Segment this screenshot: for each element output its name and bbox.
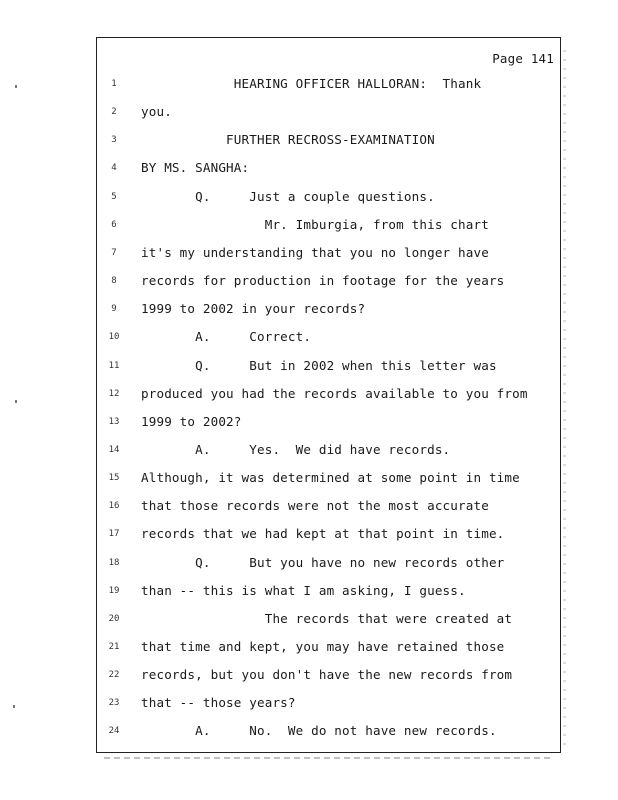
- line-number: 17: [108, 529, 120, 540]
- transcript-line: [97, 440, 560, 460]
- scan-speck: [15, 400, 17, 403]
- line-number: 4: [111, 163, 117, 174]
- page-number: Page 141: [492, 51, 554, 66]
- line-number: 1: [111, 79, 117, 89]
- line-text: Although, it was determined at some point in time: [141, 470, 520, 486]
- transcript-line: [97, 496, 560, 516]
- scan-edge-noise: [563, 50, 566, 750]
- transcript-line: [97, 130, 560, 150]
- line-number: 12: [108, 388, 120, 399]
- transcript-line: [97, 637, 560, 657]
- line-number: 22: [108, 670, 120, 681]
- line-text: FURTHER RECROSS-EXAMINATION: [141, 132, 435, 148]
- line-text: Q. But in 2002 when this letter was: [141, 357, 497, 373]
- scan-speck: [15, 85, 17, 88]
- line-number: 16: [108, 501, 120, 512]
- transcript-line: [97, 609, 560, 629]
- transcript-line: [97, 158, 560, 178]
- transcript-line: [97, 412, 560, 432]
- line-text: 1999 to 2002?: [141, 413, 242, 429]
- transcript-line: [97, 553, 560, 573]
- line-number: 15: [108, 473, 120, 484]
- line-number: 11: [108, 360, 120, 371]
- line-text: A. Correct.: [141, 329, 312, 345]
- line-text: that those records were not the most accurate: [141, 498, 489, 514]
- line-text: records that we had kept at that point in time.: [141, 526, 505, 542]
- line-number: 8: [111, 276, 117, 287]
- line-text: you.: [141, 104, 172, 120]
- transcript-line: [97, 271, 560, 291]
- line-number: 14: [108, 444, 120, 455]
- line-number: 2: [111, 107, 117, 118]
- line-number: 19: [108, 585, 120, 596]
- line-number: 24: [108, 726, 120, 737]
- line-text: records for production in footage for the years: [141, 273, 505, 289]
- line-text: that -- those years?: [141, 695, 296, 711]
- transcript-line: [97, 102, 560, 122]
- line-text: Q. Just a couple questions.: [141, 188, 435, 204]
- line-number: 18: [108, 557, 120, 568]
- line-number: 5: [111, 191, 117, 202]
- line-text: Q. But you have no new records other: [141, 554, 505, 570]
- transcript-line: [97, 327, 560, 347]
- line-text: Mr. Imburgia, from this chart: [141, 216, 489, 232]
- line-number: 6: [111, 219, 117, 230]
- transcript-line: [97, 524, 560, 544]
- line-text: A. Yes. We did have records.: [141, 441, 451, 457]
- transcript-line: [97, 299, 560, 319]
- scan-bottom-smudge: [104, 757, 554, 759]
- line-text: produced you had the records available to you from: [141, 385, 528, 401]
- transcript-page: [96, 37, 561, 753]
- line-text: A. No. We do not have new records.: [141, 723, 497, 739]
- line-text: it's my understanding that you no longer have: [141, 244, 489, 260]
- scan-speck: [13, 705, 15, 708]
- transcript-line: [97, 384, 560, 404]
- transcript-line: [97, 74, 560, 94]
- transcript-line: [97, 187, 560, 207]
- line-number: 23: [108, 698, 120, 709]
- transcript-line: [97, 581, 560, 601]
- line-text: records, but you don't have the new records from: [141, 667, 513, 683]
- transcript-line: [97, 243, 560, 263]
- line-text: HEARING OFFICER HALLORAN: Thank: [141, 76, 482, 91]
- transcript-line: [97, 468, 560, 488]
- line-number: 9: [111, 304, 117, 315]
- line-number: 10: [108, 332, 120, 343]
- transcript-line: [97, 215, 560, 235]
- line-number: 20: [108, 613, 120, 624]
- line-number: 21: [108, 642, 120, 652]
- transcript-line: [97, 693, 560, 713]
- transcript-line: [97, 356, 560, 376]
- line-number: 3: [111, 135, 117, 146]
- line-number: 13: [108, 416, 120, 427]
- transcript-line: [97, 665, 560, 685]
- line-text: BY MS. SANGHA:: [141, 160, 250, 176]
- line-text: than -- this is what I am asking, I guess.: [141, 582, 466, 598]
- line-text: The records that were created at: [141, 610, 513, 626]
- line-text: 1999 to 2002 in your records?: [141, 301, 366, 317]
- transcript-line: [97, 721, 560, 741]
- line-text: that time and kept, you may have retained those: [141, 639, 505, 654]
- line-number: 7: [111, 247, 117, 258]
